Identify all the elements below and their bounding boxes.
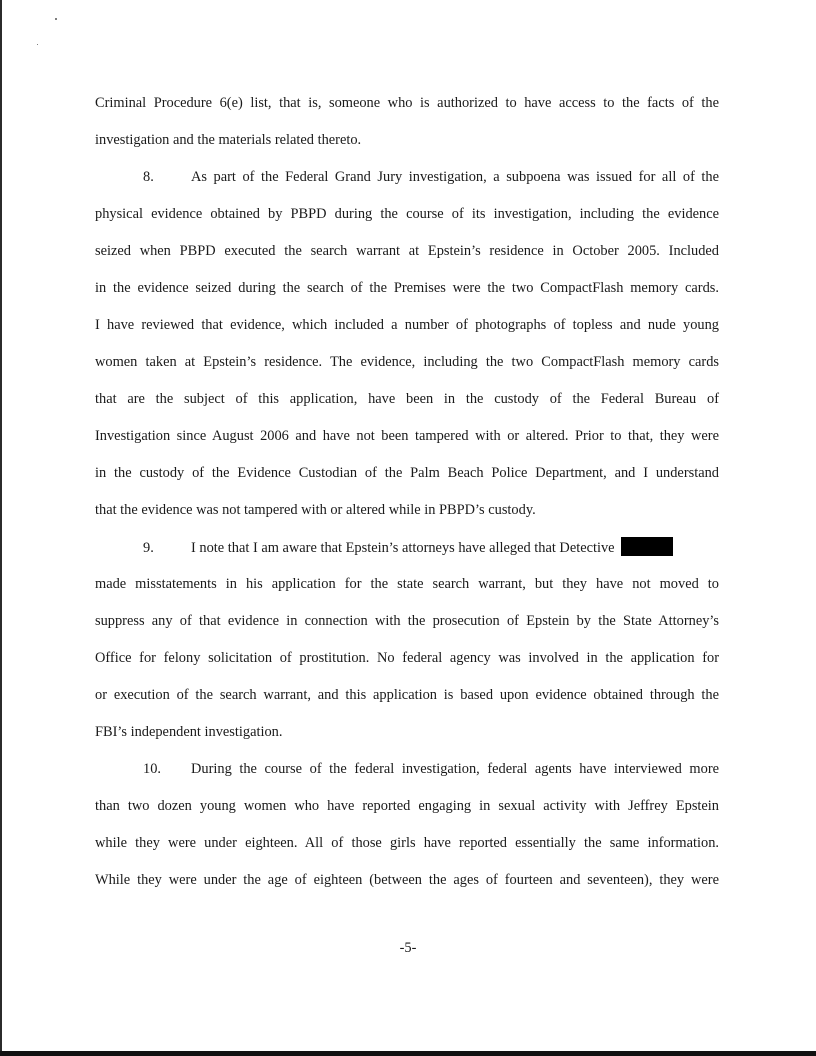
text-line: women taken at Epstein’s residence. The evidence, including the two CompactFlash memory cards bbox=[95, 354, 719, 370]
text-line: Office for felony solicitation of prostitution. No federal agency was involved in the application for bbox=[95, 650, 719, 666]
text-line: I have reviewed that evidence, which included a number of photographs of topless and nude young bbox=[95, 317, 719, 333]
text-line: while they were under eighteen. All of those girls have reported essentially the same information. bbox=[95, 835, 719, 851]
text-line: seized when PBPD executed the search warrant at Epstein’s residence in October 2005. Included bbox=[95, 243, 719, 259]
text-line: investigation and the materials related thereto. bbox=[95, 132, 362, 148]
paragraph-9-first-line bbox=[143, 537, 719, 557]
text-line: in the custody of the Evidence Custodian of the Palm Beach Police Department, and I understand bbox=[95, 465, 719, 481]
text-line: As part of the Federal Grand Jury investigation, a subpoena was issued for all of the bbox=[191, 169, 719, 185]
text-line: FBI’s independent investigation. bbox=[95, 724, 283, 740]
text-line: that are the subject of this application, have been in the custody of the Federal Bureau of bbox=[95, 391, 719, 407]
text-line: Criminal Procedure 6(e) list, that is, someone who is authorized to have access to the facts of the bbox=[95, 95, 719, 111]
paragraph-number: 8. bbox=[143, 169, 154, 185]
scan-speck bbox=[55, 18, 57, 20]
paragraph-10-first-line bbox=[143, 759, 719, 779]
text-line: than two dozen young women who have reported engaging in sexual activity with Jeffrey Epstein bbox=[95, 798, 719, 814]
text-line: Investigation since August 2006 and have not been tampered with or altered. Prior to that, they were bbox=[95, 428, 719, 444]
text-line: made misstatements in his application for the state search warrant, but they have not moved to bbox=[95, 576, 719, 592]
page-number: -5- bbox=[399, 940, 417, 956]
text-line: or execution of the search warrant, and this application is based upon evidence obtained through the bbox=[95, 687, 719, 703]
paragraph-number: 9. bbox=[143, 540, 154, 556]
text-line: While they were under the age of eighteen (between the ages of fourteen and seventeen), they were bbox=[95, 872, 719, 888]
text-line: in the evidence seized during the search of the Premises were the two CompactFlash memory cards. bbox=[95, 280, 719, 296]
paragraph-number: 10. bbox=[143, 761, 161, 777]
paragraph-8-first-line bbox=[143, 167, 719, 187]
scan-border-bottom bbox=[0, 1051, 816, 1056]
redaction-box bbox=[621, 537, 673, 556]
text-line: During the course of the federal investigation, federal agents have interviewed more bbox=[191, 761, 719, 777]
text-line: I note that I am aware that Epstein’s attorneys have alleged that Detective bbox=[191, 540, 615, 556]
scan-speck bbox=[37, 44, 38, 45]
scan-border-left bbox=[0, 0, 2, 1052]
text-line: that the evidence was not tampered with or altered while in PBPD’s custody. bbox=[95, 502, 536, 518]
text-line: suppress any of that evidence in connection with the prosecution of Epstein by the State Attorney’s bbox=[95, 613, 719, 629]
text-line: physical evidence obtained by PBPD during the course of its investigation, including the evidence bbox=[95, 206, 719, 222]
